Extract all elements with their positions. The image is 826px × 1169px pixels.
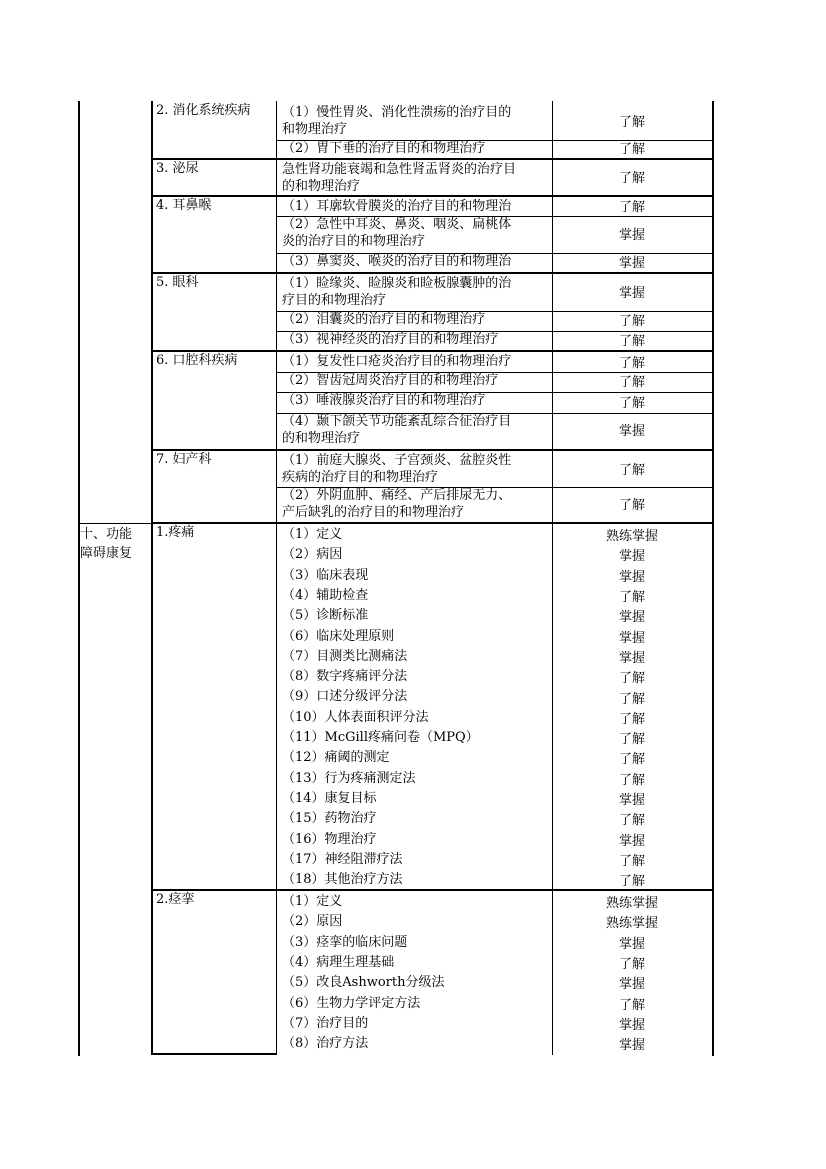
requirement-level: 熟练掌握 — [605, 896, 658, 911]
requirement-level: 掌握 — [618, 424, 645, 439]
content-text: （8）数字疼痛评分法 — [282, 669, 408, 684]
content-text: （8）治疗方法 — [282, 1036, 369, 1051]
content-text: （7）治疗目的 — [282, 1016, 369, 1031]
content-text: 的和物理治疗 — [282, 179, 361, 194]
subtopic-name: 3. 泌尿 — [156, 161, 199, 176]
subtopic-name: 1.疼痛 — [156, 525, 195, 540]
content-text: （18）其他治疗方法 — [282, 872, 403, 887]
requirement-level: 熟练掌握 — [605, 529, 658, 544]
content-text: （1）复发性口疮炎治疗目的和物理治疗 — [282, 354, 512, 369]
subtopic-bottom-border — [151, 1053, 277, 1055]
content-text: （12）痛阈的测定 — [282, 750, 390, 765]
requirement-level: 掌握 — [618, 651, 645, 666]
content-text: （2）原因 — [282, 914, 343, 929]
subtopic-divider — [151, 272, 714, 274]
content-text: （4）辅助检查 — [282, 588, 369, 603]
requirement-level: 了解 — [618, 671, 645, 686]
requirement-level: 掌握 — [618, 256, 645, 271]
content-text: （2）病因 — [282, 547, 343, 562]
content-text: 急性肾功能衰竭和急性肾盂肾炎的治疗目 — [282, 162, 517, 177]
requirement-level: 了解 — [618, 375, 645, 390]
content-text: （2）智齿冠周炎治疗目的和物理治疗 — [282, 373, 499, 388]
requirement-level: 了解 — [618, 463, 645, 478]
content-text: （4）病理生理基础 — [282, 955, 395, 970]
content-text: （1）定义 — [282, 527, 343, 542]
subtopic-divider — [151, 449, 714, 451]
subtopic-name: 2. 消化系统疾病 — [156, 103, 251, 118]
requirement-level: 掌握 — [618, 631, 645, 646]
requirement-level: 了解 — [618, 854, 645, 869]
requirement-level: 掌握 — [618, 937, 645, 952]
col-divider-subtopic — [151, 101, 153, 1055]
requirement-level: 了解 — [618, 773, 645, 788]
content-text: （1）睑缘炎、睑腺炎和睑板腺囊肿的治 — [282, 276, 512, 291]
content-text: （15）药物治疗 — [282, 811, 377, 826]
content-text: （3）临床表现 — [282, 568, 369, 583]
content-text: （5）诊断标准 — [282, 608, 369, 623]
content-text: （4）颞下颌关节功能紊乱综合征治疗目 — [282, 414, 512, 429]
requirement-level: 了解 — [618, 712, 645, 727]
requirement-level: 掌握 — [618, 834, 645, 849]
content-text: （11）McGill疼痛问卷（MPQ） — [282, 730, 479, 745]
content-text: 产后缺乳的治疗目的和物理治疗 — [282, 505, 465, 520]
content-text: （2）外阴血肿、痛经、产后排尿无力、 — [282, 488, 512, 503]
requirement-level: 了解 — [618, 334, 645, 349]
content-text: （2）胃下垂的治疗目的和物理治疗 — [282, 141, 486, 156]
content-text: （3）视神经炎的治疗目的和物理治疗 — [282, 332, 499, 347]
col-divider-content — [276, 101, 277, 1055]
content-text: 疗目的和物理治疗 — [282, 293, 387, 308]
content-text: （16）物理治疗 — [282, 832, 377, 847]
content-text: （2）泪囊炎的治疗目的和物理治疗 — [282, 312, 486, 327]
content-text: （3）痉挛的临床问题 — [282, 935, 408, 950]
subtopic-name: 4. 耳鼻喉 — [156, 198, 212, 213]
requirement-level: 了解 — [618, 356, 645, 371]
requirement-level: 掌握 — [618, 228, 645, 243]
content-text: （1）耳廓软骨膜炎的治疗目的和物理治 — [282, 199, 512, 214]
requirement-level: 了解 — [618, 142, 645, 157]
requirement-level: 掌握 — [618, 1018, 645, 1033]
subtopic-divider — [151, 889, 714, 891]
content-text: （2）急性中耳炎、鼻炎、咽炎、扁桃体 — [282, 217, 512, 232]
table-right-border — [712, 101, 714, 1056]
requirement-level: 了解 — [618, 752, 645, 767]
requirement-level: 了解 — [618, 874, 645, 889]
content-text: （1）前庭大腺炎、子宫颈炎、盆腔炎性 — [282, 453, 512, 468]
requirement-level: 掌握 — [618, 793, 645, 808]
content-text: （6）生物力学评定方法 — [282, 996, 421, 1011]
requirement-level: 了解 — [618, 998, 645, 1013]
subtopic-name: 2.痉挛 — [156, 892, 195, 907]
requirement-level: 了解 — [618, 314, 645, 329]
requirement-level: 了解 — [618, 732, 645, 747]
content-text: （14）康复目标 — [282, 791, 377, 806]
requirement-level: 了解 — [618, 115, 645, 130]
requirement-level: 掌握 — [618, 286, 645, 301]
content-text: 的和物理治疗 — [282, 431, 361, 446]
requirement-level: 了解 — [618, 813, 645, 828]
content-text: （3）唾液腺炎治疗目的和物理治疗 — [282, 393, 486, 408]
requirement-level: 了解 — [618, 957, 645, 972]
requirement-level: 了解 — [618, 200, 645, 215]
requirement-level: 熟练掌握 — [605, 916, 658, 931]
requirement-level: 了解 — [618, 498, 645, 513]
content-text: （3）鼻窦炎、喉炎的治疗目的和物理治 — [282, 254, 512, 269]
section-title-line2: 障碍康复 — [80, 546, 133, 561]
content-text: 炎的治疗目的和物理治疗 — [282, 234, 426, 249]
content-text: （17）神经阻滞疗法 — [282, 852, 403, 867]
subtopic-name: 5. 眼科 — [156, 275, 199, 290]
requirement-level: 掌握 — [618, 610, 645, 625]
content-text: （1）定义 — [282, 894, 343, 909]
content-text: （9）口述分级评分法 — [282, 689, 408, 704]
content-text: 疾病的治疗目的和物理治疗 — [282, 470, 439, 485]
requirement-level: 了解 — [618, 396, 645, 411]
requirement-level: 掌握 — [618, 570, 645, 585]
subtopic-divider — [151, 158, 714, 160]
requirement-level: 了解 — [618, 692, 645, 707]
content-text: 和物理治疗 — [282, 122, 348, 137]
requirement-level: 掌握 — [618, 1038, 645, 1053]
content-text: （13）行为疼痛测定法 — [282, 771, 416, 786]
subtopic-divider — [151, 522, 714, 524]
content-text: （10）人体表面积评分法 — [282, 710, 429, 725]
content-text: （6）临床处理原则 — [282, 629, 395, 644]
section-title-line1: 十、功能 — [80, 527, 133, 542]
content-text: （1）慢性胃炎、消化性溃疡的治疗目的 — [282, 105, 512, 120]
requirement-level: 掌握 — [618, 977, 645, 992]
content-text: （5）改良Ashworth分级法 — [282, 975, 445, 990]
requirement-level: 掌握 — [618, 549, 645, 564]
subtopic-name: 6. 口腔科疾病 — [156, 353, 238, 368]
table-left-border — [78, 101, 80, 1056]
content-text: （7）目测类比测痛法 — [282, 649, 408, 664]
subtopic-name: 7. 妇产科 — [156, 452, 212, 467]
requirement-level: 了解 — [618, 171, 645, 186]
subtopic-divider — [151, 195, 714, 197]
requirement-level: 了解 — [618, 590, 645, 605]
